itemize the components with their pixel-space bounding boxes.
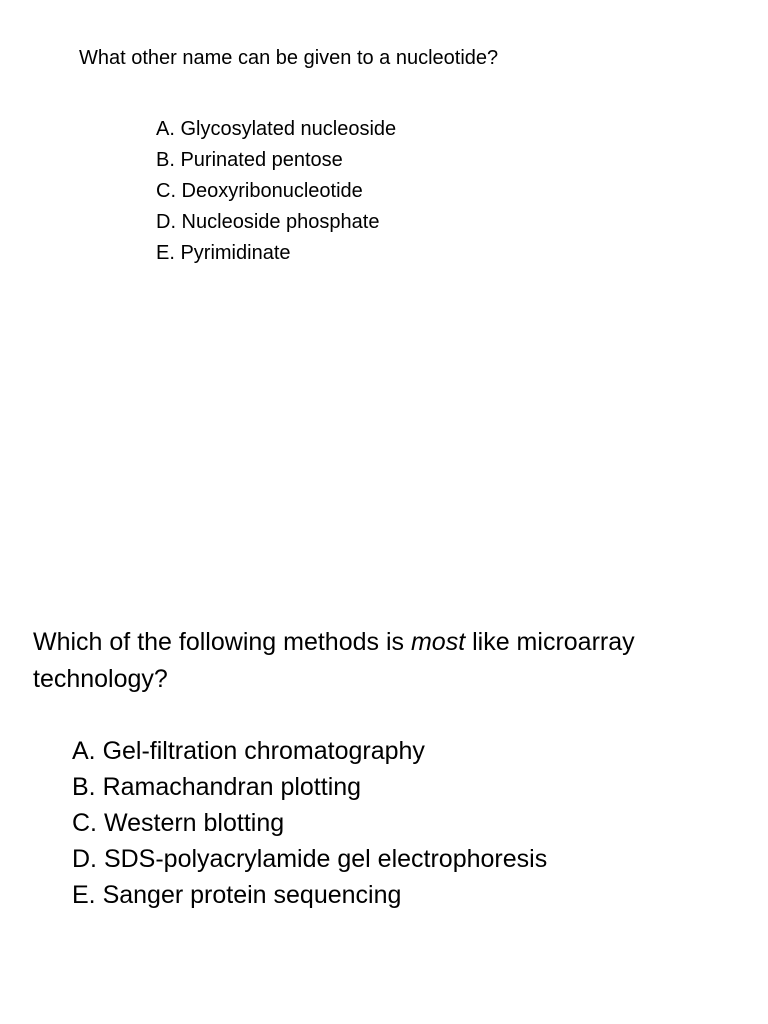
question-2-slide (0, 512, 768, 1024)
question-2-options (72, 733, 547, 913)
question-2-option-d: D. SDS-polyacrylamide gel electrophoresis (72, 845, 548, 873)
question-2-stem-end: like microarray technology? (33, 628, 635, 693)
question-2-option-b: B. Ramachandran plotting (72, 773, 362, 801)
question-1-stem: What other name can be given to a nucleotide? (79, 47, 499, 69)
question-1-option-e: E. Pyrimidinate (156, 242, 291, 264)
question-2-option-c: C. Western blotting (72, 809, 285, 837)
question-1-options (156, 114, 396, 269)
question-1-option-b: B. Purinated pentose (156, 149, 343, 171)
question-1-option-d: D. Nucleoside phosphate (156, 211, 380, 233)
question-1-option-a: A. Glycosylated nucleoside (156, 118, 397, 140)
question-2-stem-start: Which of the following methods is (33, 628, 411, 656)
question-2-stem (33, 624, 733, 698)
question-1-option-c: C. Deoxyribonucleotide (156, 180, 363, 202)
question-2-option-a: A. Gel-filtration chromatography (72, 737, 425, 765)
question-2-stem-emphasis: most (410, 628, 466, 656)
question-2-option-e: E. Sanger protein sequencing (72, 881, 402, 909)
